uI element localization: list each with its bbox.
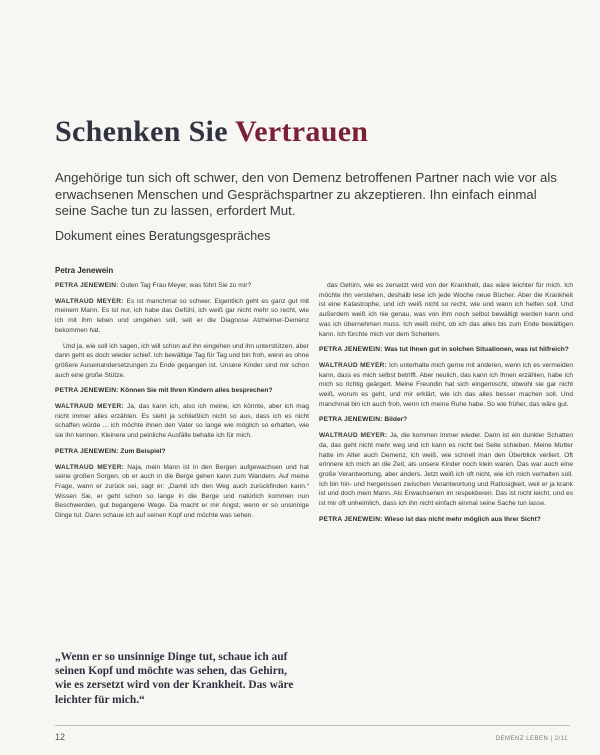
- speaker-label: PETRA JENEWEIN:: [319, 515, 383, 523]
- paragraph-text: Es ist manchmal so schwer. Eigentlich geht es ganz gut mit meinem Mann. Es ist nur, ich habe das Gefühl, ich weiß gar nicht mehr so recht, wie ich mit ihm leben und umgehen soll, seit er die Diagnose Alzheimer-Demenz bekommen hat.: [55, 297, 309, 334]
- paragraph-text: Ich unterhalte mich gerne mit anderen, wenn ich es vermeiden kann, dass es mich selbst betrifft. Aber neulich, das kann ich Ihnen erzählen, habe ich mich so richtig geärgert. Meine Freundin hat sich eingemischt, obwohl sie gar nicht weiß, worum es geht, und mir erklärt, wie ich das alles besser machen soll. Und manchmal bin ich auch froh, wenn ich meine Ruhe habe. So wie früher, das wäre gut.: [319, 361, 573, 408]
- speaker-label: PETRA JENEWEIN:: [319, 346, 383, 354]
- interview-paragraph: [55, 342, 309, 381]
- paragraph-text: Wieso ist das nicht mehr möglich aus Ihrer Sicht?: [382, 515, 541, 523]
- speaker-label: WALTRAUD MEYER:: [55, 463, 125, 471]
- pull-quote: „Wenn er so unsinnige Dinge tut, schaue ich auf seinen Kopf und möchte was sehen, das Gehirn, wie es zersetzt wird von der Krankheit. Das wäre leichter für mich.“: [55, 651, 294, 706]
- interview-paragraph: [55, 281, 309, 291]
- interview-question: [55, 386, 309, 396]
- interview-question: [319, 415, 573, 425]
- paragraph-text: Was tut Ihnen gut in solchen Situationen, was ist hilfreich?: [382, 346, 569, 354]
- speaker-label: WALTRAUD MEYER:: [319, 432, 388, 440]
- paragraph-text: Können Sie mit Ihren Kindern alles besprechen?: [118, 387, 273, 395]
- paragraph-text: Guten Tag Frau Meyer, was führt Sie zu mir?: [118, 282, 252, 289]
- footer-divider: [55, 725, 570, 726]
- speaker-label: PETRA JENEWEIN:: [55, 387, 119, 395]
- speaker-label: PETRA JENEWEIN:: [55, 282, 119, 289]
- paragraph-text: Bilder?: [382, 416, 408, 424]
- speaker-label: PETRA JENEWEIN:: [319, 416, 383, 424]
- paragraph-text: Ja, das kann ich, also ich meine, ich könnte, aber ich mag nicht immer alles erzählen. Es sieht ja schließlich nicht so aus, dass ich es nicht schaffen würde ... ich möchte ihnen den Vater so lange wie möglich so erhalten, wie sie ihn kennen. Kleinere und peinliche Ausfälle behalte ich für mich.: [55, 403, 309, 440]
- interview-question: [319, 515, 573, 525]
- paragraph-text: das Gehirn, wie es zersetzt wird von der Krankheit, das wäre leichter für mich. Ich möchte ihn verstehen, deshalb lese ich jede Woche neue Bücher. Aber die Krankheit ist eine Katastrophe, und ich weiß nicht so recht, wie und wann ich helfen soll. Und außerdem weiß ich nie genau, was von ihm noch selbst bewältigt werden kann und was ich übernehmen muss. Ich weiß nicht, ob ich das alles bis zum Ende bewältigen kann. Ich fürchte mich vor dem Scheitern.: [319, 282, 573, 338]
- speaker-label: WALTRAUD MEYER:: [55, 403, 124, 411]
- speaker-label: WALTRAUD MEYER:: [319, 361, 387, 369]
- paragraph-text: Zum Beispiel?: [118, 447, 166, 455]
- subtitle: Dokument eines Beratungsgespräches: [55, 229, 271, 243]
- interview-paragraph: [319, 431, 573, 509]
- author-name: Petra Jenewein: [55, 266, 114, 275]
- text-column-right: [319, 281, 573, 530]
- speaker-label: PETRA JENEWEIN:: [55, 447, 119, 455]
- paragraph-text: Naja, mein Mann ist in den Bergen aufgewachsen und hat seine großen Sorgen, ob er auch in die Berge gehen kann zum Wandern. Auf meine Frage, wann er zurück sei, sagt er: „Damit ich den Weg auch zurückfinden kann.“ Wissen Sie, er geht schon so lange in die Berge und natürlich kommen nun Beschwerden, gut begangene Wege. Da macht er mir Angst, wenn er so unsinnige Dinge tut. Dann schaue ich auf seinen Kopf und möchte was sehen.: [55, 463, 309, 520]
- lead-paragraph: Angehörige tun sich oft schwer, den von Demenz betroffenen Partner nach wie vor als erwachsenen Menschen und Gesprächspartner zu akzeptieren. Ihn einfach einmal seine Sache tun zu lassen, erfordert Mut.: [55, 170, 557, 218]
- interview-paragraph: [55, 402, 309, 441]
- paragraph-text: Und ja, wie soll ich sagen, ich will schon auf ihn eingehen und ihn unterstützen, aber dann geht es doch wieder schief. Ich bewältige Tag für Tag und bin froh, wenn es ohne größere Auseinandersetzungen zu Ende gegangen ist. Unsere Kinder sind mir schon auch eine große Stütze.: [55, 342, 309, 379]
- interview-question: [319, 345, 573, 355]
- interview-paragraph: [55, 297, 309, 336]
- text-column-left: [55, 281, 309, 527]
- page-number: 12: [55, 732, 66, 742]
- footer-magazine-info: DEMENZ LEBEN | 2/11: [495, 736, 568, 742]
- interview-paragraph: [319, 281, 573, 339]
- interview-paragraph: [319, 361, 573, 410]
- title-main: Schenken Sie: [55, 115, 236, 148]
- paragraph-text: Ja, die kommen immer wieder. Dann ist ein dunkler Schatten da, das geht nicht mehr weg und ich kann es nicht bei Seite schieben. Meine Mutter hatte im Alter auch Demenz, ich weiß, wie schnell man den Überblick verliert. Oft erinnere ich mich an die Zeit, als unsere Kinder noch klein waren. Das war auch eine große Verantwortung, aber anders. Jetzt weiß ich oft nicht, wie ich mich verhalten soll. Ich bin hin- und hergerissen zwischen Verantwortung und Ratlosigkeit, weil er ja krank ist und doch mein Mann. Als Erwachsenen im respektieren. Das ist nicht leicht, und es ist mir oft unheimlich, dass ich ihn nicht einfach einmal seine Sache tun lasse.: [319, 432, 573, 508]
- title-accent: Vertrauen: [235, 115, 369, 148]
- article-title: [55, 115, 368, 149]
- interview-paragraph: [55, 463, 309, 521]
- interview-question: [55, 447, 309, 457]
- speaker-label: WALTRAUD MEYER:: [55, 297, 124, 305]
